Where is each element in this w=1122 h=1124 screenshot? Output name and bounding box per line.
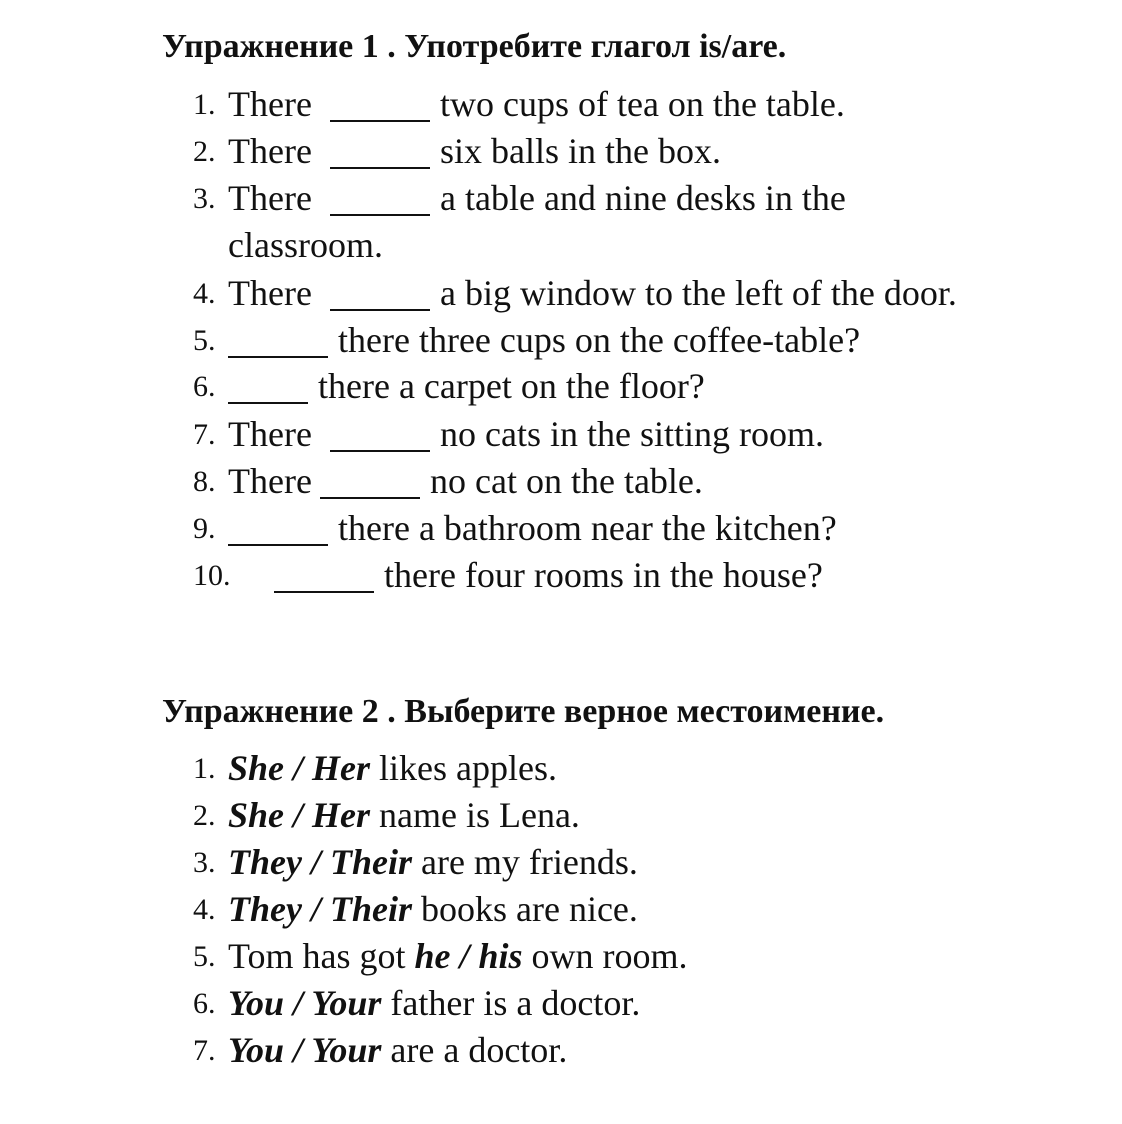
item-number: 2. [193, 799, 216, 832]
pronoun-choice[interactable]: You / Your [228, 1030, 382, 1070]
answer-blank[interactable] [330, 167, 430, 169]
item-number: 1. [193, 752, 216, 785]
item-number: 3. [193, 182, 216, 215]
item-number: 3. [193, 846, 216, 879]
item-number: 4. [193, 277, 216, 310]
item-lead: There [228, 461, 312, 501]
item-number: 10. [193, 559, 231, 592]
item-text: no cats in the sitting room. [440, 414, 824, 454]
item-lead: There [228, 414, 312, 454]
answer-blank[interactable] [330, 214, 430, 216]
item-text: two cups of tea on the table. [440, 84, 845, 124]
item-text: there four rooms in the house? [384, 555, 823, 595]
answer-blank[interactable] [274, 591, 374, 593]
item-prefix: Tom has got [228, 936, 415, 976]
item-number: 7. [193, 418, 216, 451]
item-text: are my friends. [411, 842, 638, 882]
item-number: 4. [193, 893, 216, 926]
item-text: are a doctor. [381, 1030, 568, 1070]
item-text: father is a doctor. [381, 983, 641, 1023]
item-text: name is Lena. [370, 795, 580, 835]
item-text: own room. [522, 936, 688, 976]
item-lead: There [228, 178, 312, 218]
exercise-1-heading: Упражнение 1 . Употребите глагол is/are. [162, 28, 787, 65]
item-text: there a carpet on the floor? [318, 366, 705, 406]
item-lead: There [228, 84, 312, 124]
item-text: there a bathroom near the kitchen? [338, 508, 837, 548]
item-text-continued: classroom. [228, 225, 383, 265]
item-text: no cat on the table. [430, 461, 703, 501]
item-number: 6. [193, 370, 216, 403]
item-number: 5. [193, 940, 216, 973]
answer-blank[interactable] [228, 544, 328, 546]
pronoun-choice[interactable]: You / Your [228, 983, 382, 1023]
item-number: 9. [193, 512, 216, 545]
item-lead: There [228, 131, 312, 171]
item-number: 7. [193, 1034, 216, 1067]
exercise-2-heading: Упражнение 2 . Выберите верное местоимение. [162, 693, 885, 730]
item-number: 5. [193, 324, 216, 357]
pronoun-choice[interactable]: They / Their [228, 889, 412, 929]
answer-blank[interactable] [330, 450, 430, 452]
item-lead: There [228, 273, 312, 313]
answer-blank[interactable] [228, 402, 308, 404]
answer-blank[interactable] [330, 309, 430, 311]
pronoun-choice[interactable]: She / Her [228, 795, 371, 835]
answer-blank[interactable] [330, 120, 430, 122]
item-text: there three cups on the coffee-table? [338, 320, 861, 360]
pronoun-choice[interactable]: he / his [414, 936, 523, 976]
item-text: books are nice. [411, 889, 638, 929]
answer-blank[interactable] [320, 497, 420, 499]
pronoun-choice[interactable]: She / Her [228, 748, 371, 788]
item-number: 6. [193, 987, 216, 1020]
item-text: six balls in the box. [440, 131, 721, 171]
item-text: a big window to the left of the door. [440, 273, 957, 313]
pronoun-choice[interactable]: They / Their [228, 842, 412, 882]
item-text: likes apples. [370, 748, 557, 788]
item-number: 1. [193, 88, 216, 121]
item-text: a table and nine desks in the [440, 178, 846, 218]
answer-blank[interactable] [228, 356, 328, 358]
item-number: 2. [193, 135, 216, 168]
item-number: 8. [193, 465, 216, 498]
